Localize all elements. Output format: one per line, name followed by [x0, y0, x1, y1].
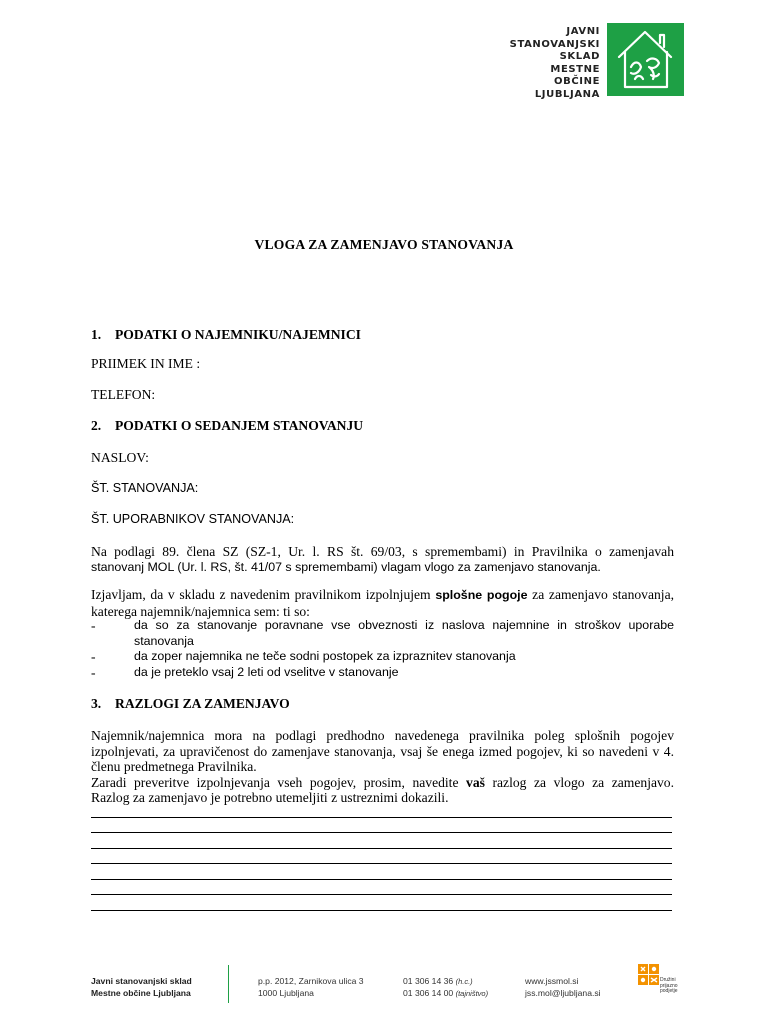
field-address-label: NASLOV: [91, 450, 149, 465]
bullet-dash: - [91, 664, 96, 680]
phone-note: (tajništvo) [455, 988, 489, 998]
footer-phones [403, 976, 488, 999]
phone-number: 01 306 14 36 [403, 976, 454, 986]
reasons-evidence-note: Razlog za zamenjavo je potrebno utemeljiti z ustreznimi dokazili. [91, 790, 449, 805]
section-number: 2. [91, 418, 102, 433]
footer-website-link[interactable]: www.jssmol.si [525, 976, 579, 986]
answer-line[interactable] [91, 817, 672, 818]
answer-line[interactable] [91, 894, 672, 895]
footer-organization [91, 976, 192, 999]
declaration-line: katerega najemnik/najemnica sem: ti so: [91, 603, 310, 619]
page-title: VLOGA ZA ZAMENJAVO STANOVANJA [254, 237, 514, 252]
field-name-label: PRIIMEK IN IME : [91, 356, 201, 371]
conditions-list [91, 618, 674, 680]
logo-line: LJUBLJANA [534, 88, 600, 100]
answer-line[interactable] [91, 832, 672, 833]
footer-org-line: Javni stanovanjski sklad [91, 976, 192, 986]
footer-address-line: p.p. 2012, Zarnikova ulica 3 [258, 976, 364, 986]
list-item-text: da zoper najemnika ne teče sodni postopek za izpraznitev stanovanja [134, 649, 516, 663]
reasons-request [91, 775, 674, 791]
list-item [91, 665, 674, 681]
answer-line[interactable] [91, 879, 672, 880]
answer-line[interactable] [91, 848, 672, 849]
answer-line[interactable] [91, 863, 672, 864]
declaration-paragraph [91, 587, 674, 619]
declaration-text: za zamenjavo stanovanja, [532, 587, 674, 602]
footer-phone [403, 976, 488, 988]
section-2-heading [91, 418, 363, 434]
bullet-dash: - [91, 618, 96, 633]
field-occupants-label: ŠT. UPORABNIKOV STANOVANJA: [91, 512, 295, 526]
footer-address [258, 976, 364, 999]
footer-divider [228, 965, 229, 1003]
footer-org-line: Mestne občine Ljubljana [91, 987, 191, 998]
footer-email-link[interactable]: jss.mol@ljubljana.si [525, 987, 601, 998]
field-apartment-number-label: ŠT. STANOVANJA: [91, 481, 199, 495]
declaration-line [91, 587, 674, 604]
section-number: 3. [91, 696, 102, 711]
legal-line: stanovanj MOL (Ur. l. RS, št. 41/07 s spremembami) vlagam vlogo za zamenjavo stanovanja. [91, 559, 601, 574]
reasons-emphasis: vaš [466, 774, 485, 790]
list-item [91, 649, 674, 665]
logo-house-icon [607, 23, 684, 96]
reasons-text: Zaradi preveritve izpolnjevanja vseh pogojev, prosim, navedite [91, 774, 459, 790]
footer-address-line: 1000 Ljubljana [258, 987, 314, 998]
reasons-text: razlog za vlogo za zamenjavo. [492, 774, 674, 790]
section-3-heading [91, 696, 290, 712]
footer-phone [403, 988, 488, 1000]
logo-line: OBČINE [554, 76, 600, 87]
section-title: PODATKI O SEDANJEM STANOVANJU [115, 418, 364, 433]
section-title: PODATKI O NAJEMNIKU/NAJEMNICI [115, 327, 361, 342]
section-1-heading [91, 327, 361, 343]
legal-basis-paragraph [91, 544, 674, 575]
list-item-text: da so za stanovanje poravnane vse obveznosti iz naslova najemnine in stroškov uporabe stanovanja [134, 618, 674, 648]
bullet-dash: - [91, 649, 96, 664]
section-title: RAZLOGI ZA ZAMENJAVO [115, 696, 290, 711]
section-number: 1. [91, 327, 102, 342]
reasons-paragraph [91, 728, 674, 806]
logo-line: MESTNE [550, 63, 600, 75]
declaration-text: Izjavljam, da v skladu z navedenim pravilnikom izpolnjujem [91, 587, 431, 602]
field-phone-label: TELEFON: [91, 387, 156, 402]
phone-note: (h.c.) [455, 977, 473, 986]
logo-line: SKLAD [559, 51, 600, 62]
reasons-text: Najemnik/najemnica mora na podlagi predhodno navedenega pravilnika poleg splošnih pogojev izpolnjevati, za upravičenost do zamenjave stanovanja, vsaj še enega izmed pogojev, ki so navedeni v 4. členu predmetnega Pravilnika. [91, 728, 674, 774]
footer-contacts [525, 976, 601, 999]
logo-line: JAVNI [566, 26, 600, 37]
family-friendly-badge-icon [638, 964, 678, 998]
legal-line: Na podlagi 89. člena SZ (SZ-1, Ur. l. RS št. 69/03, s spremembami) in Pravilnika o zamenjavah [91, 544, 674, 559]
badge-text: Družini prijazno podjetje [660, 977, 678, 994]
list-item [91, 618, 674, 649]
declaration-emphasis: splošne pogoje [435, 588, 528, 602]
logo-wordmark [505, 26, 600, 101]
list-item-text: da je preteklo vsaj 2 leti od vselitve v stanovanje [134, 664, 399, 679]
phone-number: 01 306 14 00 [403, 987, 454, 998]
answer-line[interactable] [91, 910, 672, 911]
logo-line: STANOVANJSKI [509, 38, 600, 50]
